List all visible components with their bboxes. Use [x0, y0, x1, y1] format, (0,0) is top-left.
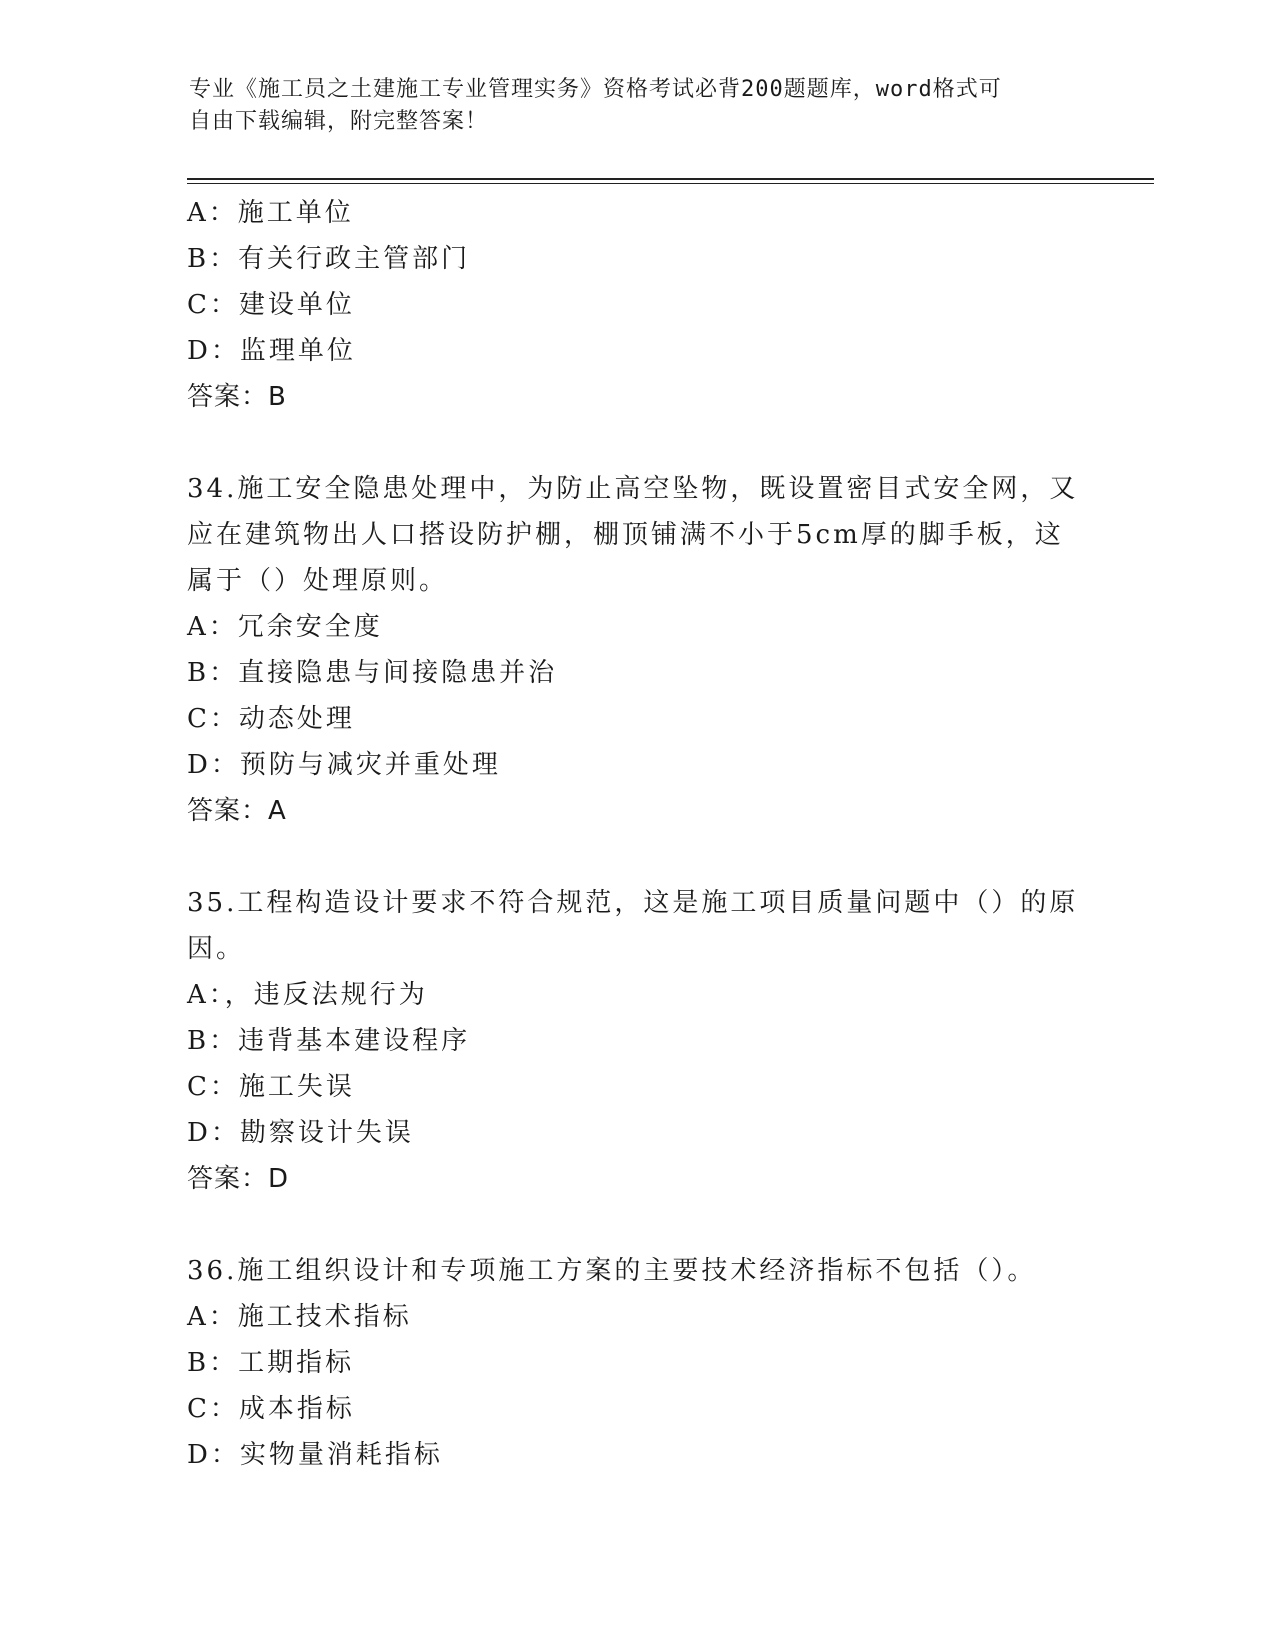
question-36 [187, 1248, 1087, 1478]
question-content [187, 190, 1087, 1478]
option-a: A：施工单位 [187, 198, 354, 228]
question-stem-line: 因。 [187, 934, 246, 964]
header-line-2: 自由下载编辑，附完整答案！ [189, 109, 489, 134]
spacer [187, 1202, 1087, 1248]
question-stem-line: 36.施工组织设计和专项施工方案的主要技术经济指标不包括（）。 [187, 1256, 1037, 1286]
answer: 答案：B [187, 382, 287, 412]
option-b: B：有关行政主管部门 [187, 244, 471, 274]
option-c: C：建设单位 [187, 290, 355, 320]
option-b: B：违背基本建设程序 [187, 1026, 471, 1056]
answer: 答案：A [187, 796, 287, 826]
answer: 答案：D [187, 1164, 290, 1194]
question-stem-line: 属于（）处理原则。 [187, 566, 449, 596]
option-d: D：监理单位 [187, 336, 356, 366]
option-b: B：直接隐患与间接隐患并治 [187, 658, 558, 688]
option-a: A：施工技术指标 [187, 1302, 412, 1332]
option-c: C：施工失误 [187, 1072, 355, 1102]
option-a: A：，违反法规行为 [187, 980, 428, 1010]
question-stem-line: 35.工程构造设计要求不符合规范，这是施工项目质量问题中（）的原 [187, 888, 1079, 918]
option-c: C：动态处理 [187, 704, 355, 734]
header-divider-thick [187, 178, 1154, 180]
spacer [187, 834, 1087, 880]
question-33 [187, 190, 1087, 420]
option-a: A：冗余安全度 [187, 612, 383, 642]
spacer [187, 420, 1087, 466]
header-divider-thin [187, 183, 1154, 184]
option-d: D：实物量消耗指标 [187, 1440, 443, 1470]
option-d: D：勘察设计失误 [187, 1118, 414, 1148]
question-stem-line: 应在建筑物出人口搭设防护棚，棚顶铺满不小于5cm厚的脚手板，这 [187, 520, 1064, 550]
document-header [189, 74, 1069, 138]
option-c: C：成本指标 [187, 1394, 355, 1424]
question-34 [187, 466, 1087, 834]
option-b: B：工期指标 [187, 1348, 355, 1378]
option-d: D：预防与减灾并重处理 [187, 750, 501, 780]
header-line-1: 专业《施工员之土建施工专业管理实务》资格考试必背200题题库，word格式可 [189, 77, 1002, 102]
question-stem-line: 34.施工安全隐患处理中，为防止高空坠物，既设置密目式安全网，又 [187, 474, 1079, 504]
question-35 [187, 880, 1087, 1202]
